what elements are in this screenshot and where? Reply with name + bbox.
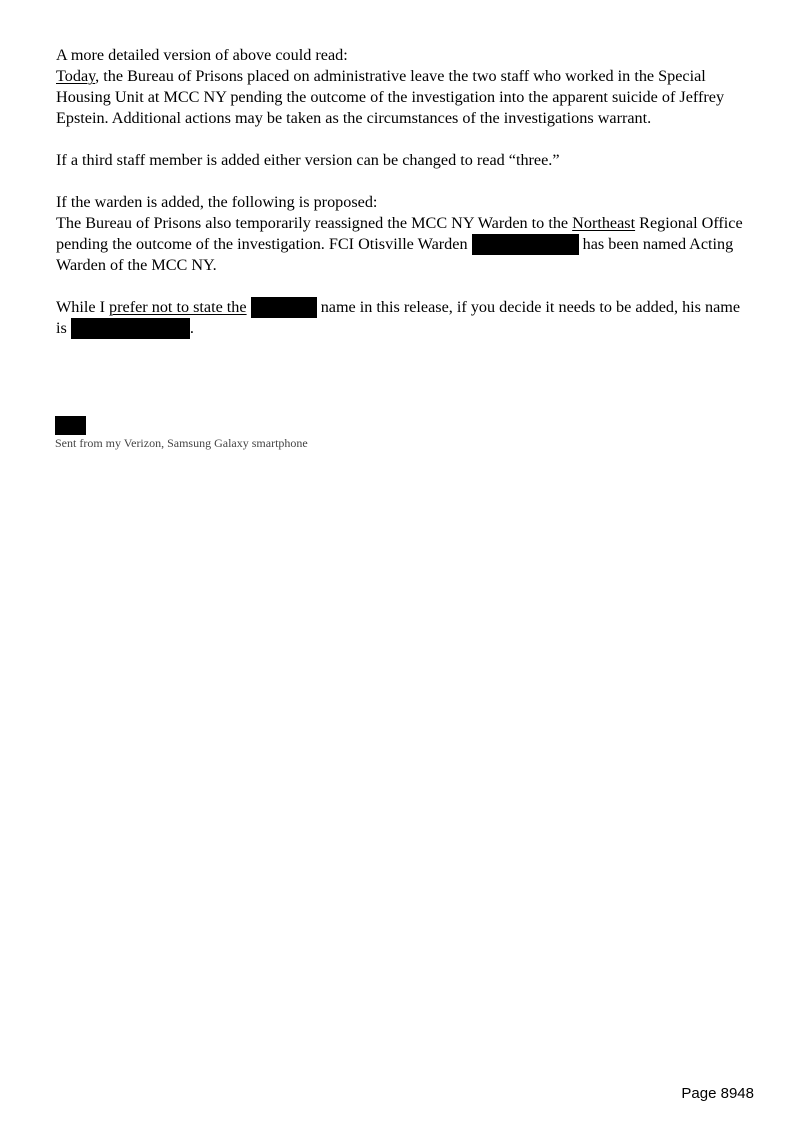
redaction-box: [71, 318, 190, 339]
sent-from-line: Sent from my Verizon, Samsung Galaxy smartphone: [55, 436, 308, 450]
redaction-box: [472, 234, 579, 255]
paragraph-detailed-version: [56, 45, 746, 129]
warden-text-c: has been named Acting Warden of the MCC NY.: [56, 235, 734, 274]
pref-underlined: prefer not to state the: [109, 298, 247, 316]
pref-text-d: .: [189, 319, 194, 337]
paragraph-name-preference: [56, 297, 746, 339]
warden-intro: If the warden is added, the following is proposed:: [56, 193, 378, 211]
pref-text-a: While I: [56, 298, 110, 316]
today-underlined: Today: [56, 67, 96, 85]
warden-text-b: Regional Office pending the outcome of the investigation. FCI Otisville Warden: [56, 214, 743, 253]
northeast-underlined: Northeast: [572, 214, 636, 232]
warden-text-a: The Bureau of Prisons also temporarily reassigned the MCC NY Warden to the: [56, 214, 573, 232]
page-number: Page 8948: [681, 1085, 754, 1102]
paragraph-third-staff: If a third staff member is added either version can be changed to read “three.”: [56, 151, 560, 169]
paragraph-warden: [56, 192, 746, 276]
intro-line: A more detailed version of above could read:: [56, 46, 348, 64]
pref-text-c: name in this release, if you decide it needs to be added, his name is: [56, 298, 741, 337]
redacted-signature: [55, 416, 86, 435]
redaction-box: [251, 297, 317, 318]
email-body: [56, 45, 746, 339]
detailed-text: , the Bureau of Prisons placed on administrative leave the two staff who worked in the Special Housing Unit at MCC NY pending the outcome of the investigation into the apparent suicide of Jeffrey Epstein. Additional actions may be taken as the circumstances of the investigations warrant.: [56, 67, 725, 127]
